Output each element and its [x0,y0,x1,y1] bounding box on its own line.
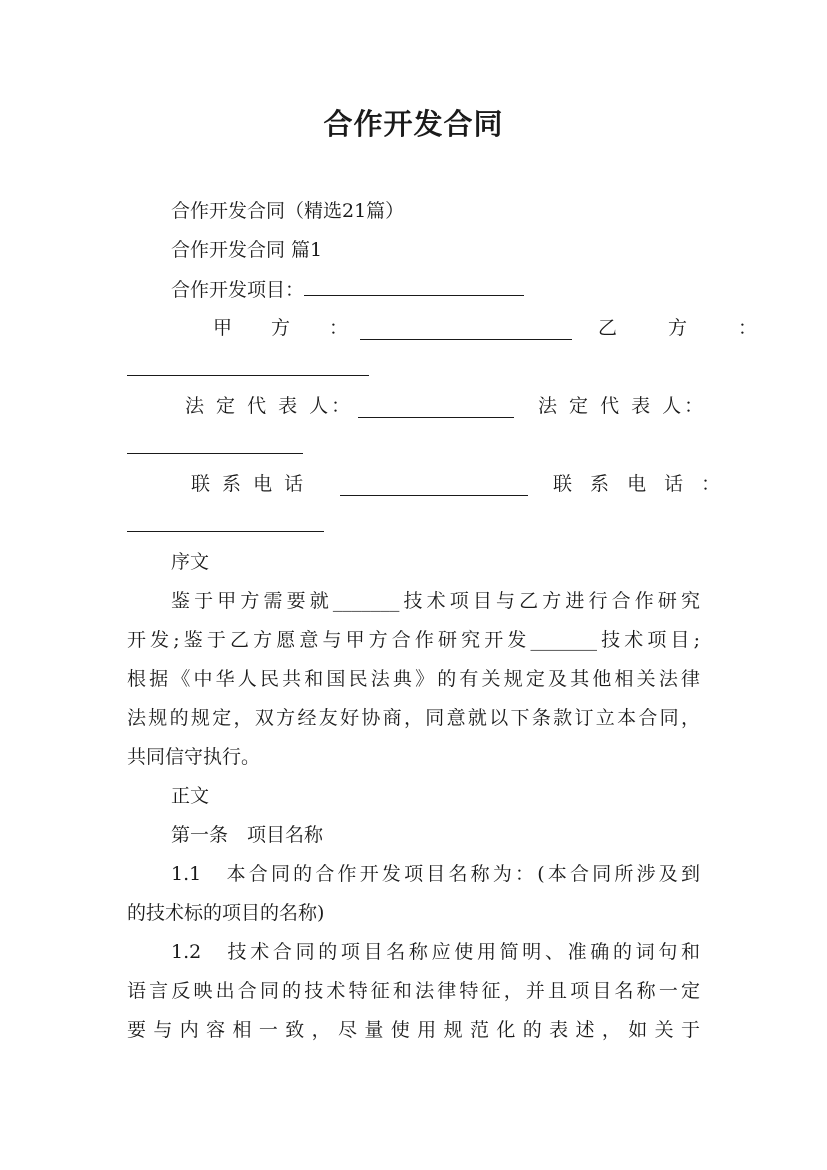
preface-line: 鉴于甲方需要就_______技术项目与乙方进行合作研究 [171,590,700,612]
project-label: 合作开发项目： [171,279,305,301]
preface-line: 法规的规定，双方经友好协商，同意就以下条款订立本合同， [127,707,700,729]
project-field [171,276,524,303]
phone-a-blank [340,476,528,496]
clause-1-2-line: 语言反映出合同的技术特征和法律特征，并且项目名称一定 [127,980,700,1002]
project-blank [304,276,524,296]
article1-heading: 第一条 项目名称 [171,824,324,846]
party-b-label: 乙 方 ： [598,317,774,339]
clause-1-1-line: 的技术标的项目的名称) [127,902,325,924]
body-heading: 正文 [171,785,210,807]
rep-a-blank [358,398,514,418]
party-a-blank [360,320,572,340]
party-a-label: 甲 方 ： [213,317,359,339]
document-title: 合作开发合同 [323,107,504,141]
preface-heading: 序文 [171,551,210,573]
phone-a-label: 联 系 电 话 [191,473,307,495]
preface-line: 开发;鉴于乙方愿意与甲方合作研究开发_______技术项目; [127,629,700,651]
preface-line: 共同信守执行。 [127,746,261,768]
rep-b-label: 法 定 代 表 人： [538,395,707,417]
rep-a-label: 法 定 代 表 人： [185,395,354,417]
phone-b-label: 联 系 电 话 ： [553,473,727,495]
preface-line: 根据《中华人民共和国民法典》的有关规定及其他相关法律 [127,668,700,690]
article-heading: 合作开发合同 篇1 [171,239,323,261]
rep-b-blank [127,434,303,454]
phone-b-blank [127,512,324,532]
clause-1-1-line: 1.1 本合同的合作开发项目名称为：(本合同所涉及到 [171,863,700,885]
clause-1-2-line: 1.2 技术合同的项目名称应使用简明、准确的词句和 [171,941,700,963]
subtitle: 合作开发合同（精选21篇） [171,200,405,222]
party-b-blank [127,356,369,376]
clause-1-2-line: 要与内容相一致，尽量使用规范化的表述，如关于 [127,1019,700,1041]
